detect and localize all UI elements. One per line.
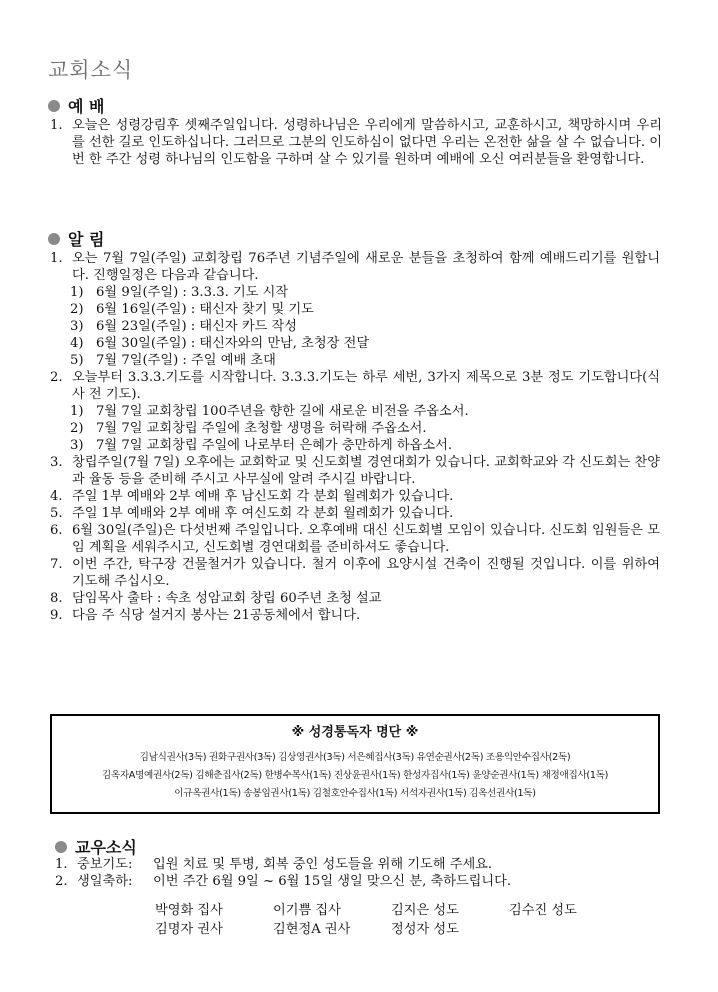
bullet-icon: [55, 841, 67, 853]
members-list: [55, 856, 675, 890]
item-text: 오늘부터 3.3.3.기도를 시작합니다. 3.3.3.기도는 하루 세번, 3가지 제목으로 3분 정도 기도합니다(식사 전 기도).: [72, 370, 660, 402]
sub-item: [50, 403, 660, 420]
sub-item: [50, 352, 660, 369]
birthday-name: 김지은 성도: [391, 903, 459, 918]
sub-text: 6월 9일(주일) : 3.3.3. 기도 시작: [96, 285, 289, 300]
item-text: 이번 주간, 탁구장 건물철거가 있습니다. 철거 이후에 요양시설 건축이 진행될 것입니다. 이를 위하여 기도해 주십시오.: [72, 557, 660, 589]
list-item: [50, 454, 660, 488]
item-number: 5.: [50, 506, 63, 521]
worship-heading-label: 예 배: [68, 97, 105, 116]
sub-text: 6월 16일(주일) : 태신자 찾기 및 기도: [96, 302, 314, 317]
list-item: [50, 117, 662, 168]
bullet-icon: [48, 233, 60, 245]
sub-text: 7월 7일(주일) : 주일 예배 초대: [96, 353, 276, 368]
birthday-name: 김수진 성도: [509, 903, 577, 918]
sub-text: 6월 23일(주일) : 태신자 카드 작성: [96, 319, 297, 334]
list-item: [50, 590, 660, 607]
birthday-names-row: [155, 899, 577, 918]
item-number: 7.: [50, 557, 63, 572]
item-number: 1.: [50, 251, 63, 266]
item-text: 주일 1부 예배와 2부 예배 후 남신도회 각 분회 월례회가 있습니다.: [72, 489, 454, 504]
sub-number: 1): [70, 404, 84, 419]
birthday-name: 박영화 집사: [155, 903, 223, 918]
worship-heading: [48, 94, 104, 117]
box-title: ※ 성경통독자 명단 ※: [291, 725, 419, 740]
item-text: 6월 30일(주일)은 다섯번째 주일입니다. 오후예배 대신 신도회별 모임이 있습니다. 신도회 임원들은 모임 계획을 세워주시고, 신도회별 경연대회를 준비하셔도 좋습니다.: [72, 523, 660, 555]
item-text: 다음 주 식당 설거지 봉사는 21공동체에서 합니다.: [72, 608, 361, 623]
list-item: [50, 488, 660, 505]
birthday-name: 정성자 성도: [391, 922, 459, 937]
bullet-icon: [48, 100, 60, 112]
members-heading-label: 교우소식: [75, 838, 137, 857]
list-item: [50, 369, 660, 403]
list-item: [50, 556, 660, 590]
sub-item: [50, 301, 660, 318]
worship-list: [50, 117, 662, 168]
sub-item: [50, 318, 660, 335]
list-item: [50, 522, 660, 556]
item-number: 1.: [55, 857, 68, 872]
sub-number: 2): [70, 421, 84, 436]
sub-number: 2): [70, 302, 84, 317]
box-line: 김옥자A명예권사(2독) 김해춘집사(2독) 한병수목사(1독) 진상윤권사(1독) 한성자집사(1독) 윤양순권사(1독) 채정애집사(1독): [101, 770, 609, 781]
box-line: 이규옥권사(1독) 송봉임권사(1독) 김철호안수집사(1독) 서석자권사(1독) 김옥선권사(1독): [174, 788, 536, 799]
birthday-names-row: [155, 918, 459, 937]
birthday-name: 이기쁨 집사: [273, 903, 341, 918]
item-text: 입원 치료 및 투병, 회복 중인 성도들을 위해 기도해 주세요.: [153, 857, 493, 872]
sub-number: 1): [70, 285, 84, 300]
list-item: [55, 873, 675, 890]
item-number: 1.: [50, 118, 63, 133]
sub-text: 7월 7일 교회창립 주일에 나로부터 은혜가 충만하게 하옵소서.: [96, 438, 453, 453]
list-item: [55, 856, 675, 873]
list-item: [50, 505, 660, 522]
item-text: 이번 주간 6월 9일 ~ 6월 15일 생일 맞으신 분, 축하드립니다.: [153, 874, 512, 889]
item-number: 6.: [50, 523, 63, 538]
list-item: [50, 250, 660, 284]
sub-number: 4): [70, 336, 84, 351]
list-item: [50, 607, 660, 624]
item-number: 9.: [50, 608, 63, 623]
sub-text: 6월 30일(주일) : 태신자와의 만남, 초청장 전달: [96, 336, 370, 351]
sub-text: 7월 7일 교회창립 100주년을 향한 길에 새로운 비전을 주옵소서.: [96, 404, 469, 419]
item-text: 주일 1부 예배와 2부 예배 후 여신도회 각 분회 월례회가 있습니다.: [72, 506, 454, 521]
bible-reading-box: [50, 714, 660, 814]
item-number: 3.: [50, 455, 63, 470]
birthday-name: 김현정A 권사: [273, 922, 351, 937]
sub-number: 3): [70, 319, 84, 334]
sub-number: 3): [70, 438, 84, 453]
item-number: 8.: [50, 591, 63, 606]
item-text: 창립주일(7월 7일) 오후에는 교회학교 및 신도회별 경연대회가 있습니다. 교회학교와 각 신도회는 찬양과 율동 등을 준비해 주시고 사무실에 알려 주시길 바랍니다.: [72, 455, 660, 487]
sub-item: [50, 335, 660, 352]
box-line: 김남식권사(3독) 권화구권사(3독) 김상영권사(3독) 서은혜집사(3독) 유연순권사(2독) 조용익안수집사(2독): [139, 752, 571, 763]
notice-heading: [48, 227, 104, 250]
item-text: 오늘은 성령강림후 셋째주일입니다. 성령하나님은 우리에게 말씀하시고, 교훈하시고, 책망하시며 우리를 선한 길로 인도하십니다. 그러므로 그분의 인도하심이 없다면 우리는 온전한 삶을 살 수 없습니다. 이번 한 주간 성령 하나님의 인도함을 구하며 살 수 있기를 원하며 예배에 오신 여러분들을 환영합니다.: [72, 118, 662, 167]
members-heading: [55, 835, 137, 858]
sub-text: 7월 7일 교회창립 주일에 초청할 생명을 허락해 주옵소서.: [96, 421, 427, 436]
notice-list: [50, 250, 660, 624]
notice-heading-label: 알 림: [68, 230, 105, 249]
item-text: 담임목사 출타 : 속초 성암교회 창립 60주년 초청 설교: [72, 591, 382, 606]
item-number: 2.: [55, 874, 68, 889]
item-text: 오는 7월 7일(주일) 교회창립 76주년 기념주일에 새로운 분들을 초청하여 함께 예배드리기를 원합니다. 진행일정은 다음과 같습니다.: [72, 251, 660, 283]
sub-item: [50, 420, 660, 437]
sub-item: [50, 437, 660, 454]
sub-number: 5): [70, 353, 84, 368]
item-number: 4.: [50, 489, 63, 504]
birthday-name: 김명자 권사: [155, 922, 223, 937]
page-title: 교회소식: [48, 58, 134, 82]
sub-item: [50, 284, 660, 301]
item-label: 중보기도:: [77, 857, 133, 872]
item-label: 생일축하:: [77, 874, 133, 889]
item-number: 2.: [50, 370, 63, 385]
